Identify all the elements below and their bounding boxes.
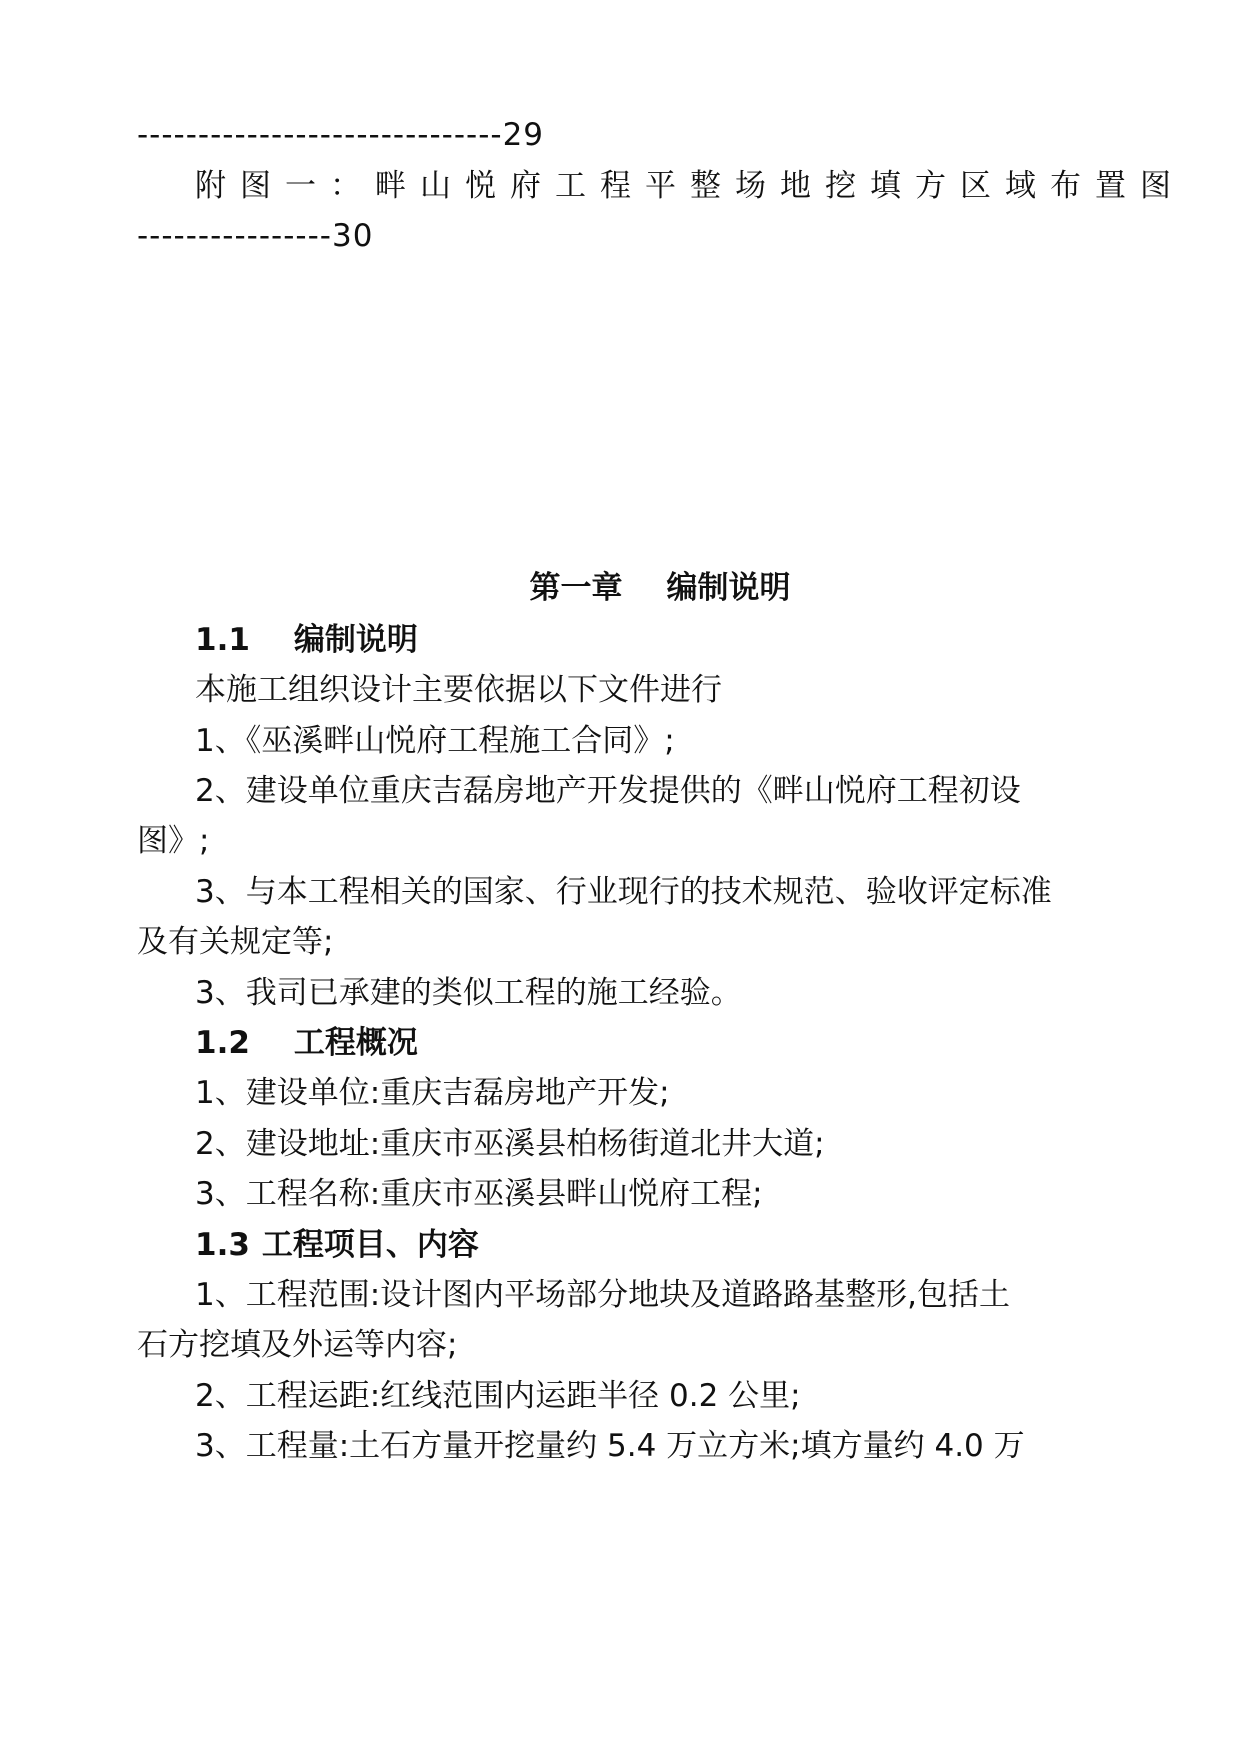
paragraph-intro: 本施工组织设计主要依据以下文件进行 (195, 672, 722, 708)
chapter-title: 编制说明 (666, 570, 791, 606)
section-title: 工程项目、内容 (261, 1227, 479, 1263)
list-item-1-1-3-cont: 及有关规定等; (137, 924, 334, 960)
toc-entry-appendix-figure-1: 附图一：畔山悦府工程平整场地挖填方区域布置图 (195, 168, 1185, 204)
list-item-1-3-1: 1、工程范围:设计图内平场部分地块及道路路基整形,包括土 (195, 1277, 1011, 1313)
list-item-1-1-4: 3、我司已承建的类似工程的施工经验。 (195, 975, 742, 1011)
list-item-1-2-1: 1、建设单位:重庆吉磊房地产开发; (195, 1075, 670, 1111)
section-number: 1.2 (195, 1025, 250, 1061)
list-item-1-1-2: 2、建设单位重庆吉磊房地产开发提供的《畔山悦府工程初设 (195, 773, 1021, 809)
list-item-1-3-3: 3、工程量:土石方量开挖量约 5.4 万立方米;填方量约 4.0 万 (195, 1428, 1025, 1464)
list-item-1-2-3: 3、工程名称:重庆市巫溪县畔山悦府工程; (195, 1176, 763, 1212)
list-item-1-1-3: 3、与本工程相关的国家、行业现行的技术规范、验收评定标准 (195, 874, 1052, 910)
list-item-1-2-2: 2、建设地址:重庆市巫溪县柏杨街道北井大道; (195, 1126, 825, 1162)
section-number: 1.3 (195, 1227, 250, 1263)
list-item-1-1-1: 1、《巫溪畔山悦府工程施工合同》; (195, 723, 675, 759)
chapter-number: 第一章 (529, 570, 623, 606)
toc-entry-dashes-29: ------------------------------29 (137, 117, 545, 153)
section-heading-1-1 (195, 620, 1135, 660)
section-title: 编制说明 (293, 622, 418, 658)
toc-entry-dashes-30: ----------------30 (137, 218, 374, 254)
chapter-heading (0, 568, 1241, 608)
section-number: 1.1 (195, 622, 250, 658)
section-title: 工程概况 (293, 1025, 418, 1061)
section-heading-1-2 (195, 1023, 1135, 1063)
list-item-1-1-2-cont: 图》; (137, 823, 210, 859)
list-item-1-3-2: 2、工程运距:红线范围内运距半径 0.2 公里; (195, 1378, 801, 1414)
list-item-1-3-1-cont: 石方挖填及外运等内容; (137, 1327, 458, 1363)
section-heading-1-3 (195, 1225, 1135, 1265)
